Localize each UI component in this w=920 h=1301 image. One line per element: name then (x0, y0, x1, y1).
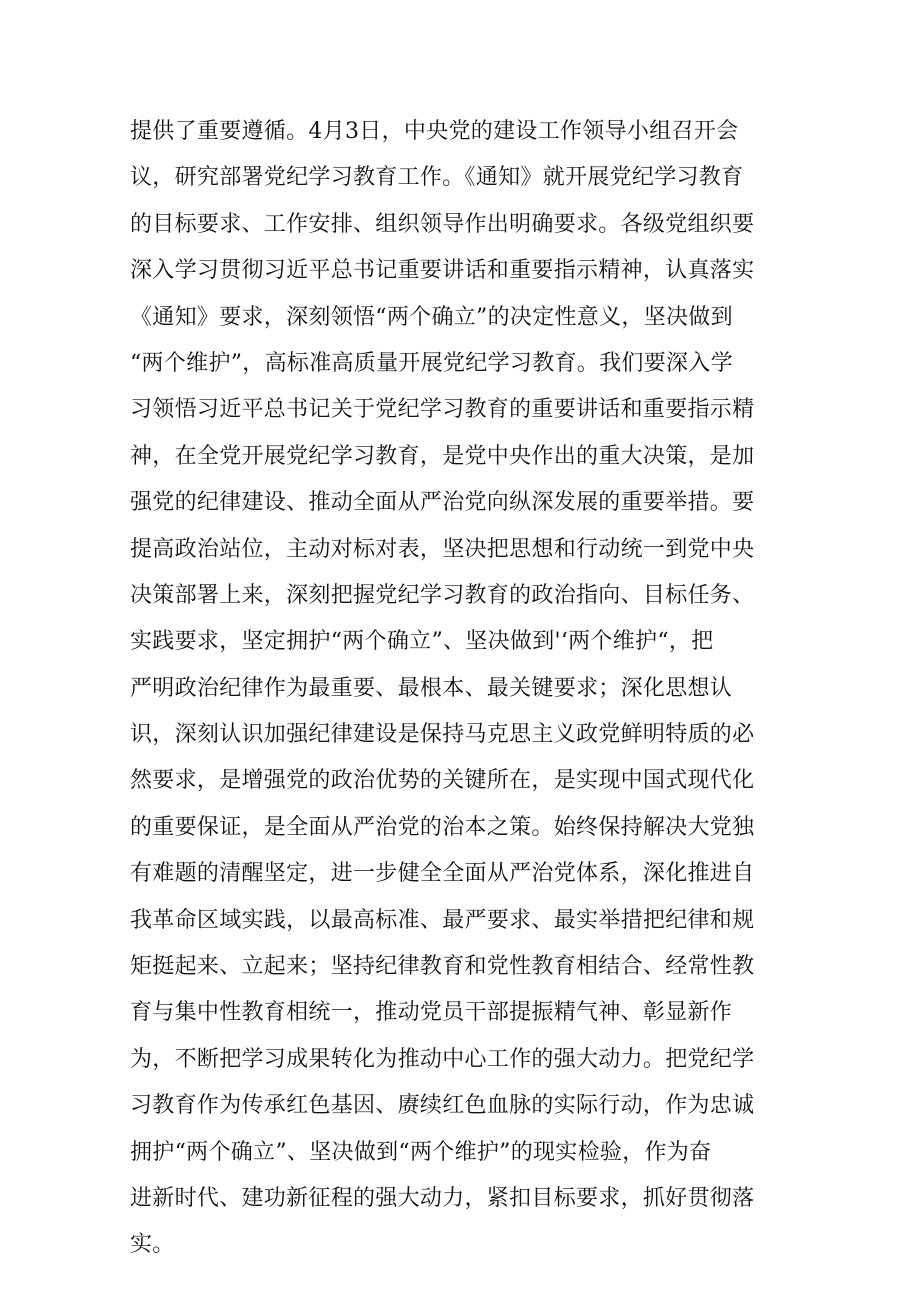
paragraph-line: 《通知》要求，深刻领悟“两个确立”的决定性意义，坚决做到 (130, 304, 733, 330)
paragraph-line: 我革命区域实践，以最高标准、最严要求、最实举措把纪律和规 (130, 907, 755, 933)
paragraph-line: 议，研究部署党纪学习教育工作。《通知》就开展党纪学习教育 (130, 165, 744, 191)
paragraph-line: 进新时代、建功新征程的强大动力，紧扣目标要求，抓好贯彻落 (130, 1185, 755, 1211)
paragraph-line: “两个维护”，高标准高质量开展党纪学习教育。我们要深入学 (130, 350, 733, 376)
paragraph-line: 育与集中性教育相统一，推动党员干部提振精气神、彰显新作 (130, 1000, 733, 1026)
paragraph-line: 矩挺起来、立起来；坚持纪律教育和党性教育相结合、经常性教 (130, 954, 755, 980)
paragraph-line: 实践要求，坚定拥护“两个确立”、坚决做到'‘两个维护“，把 (130, 629, 714, 655)
paragraph-line: 实。 (130, 1232, 175, 1258)
body-paragraph (130, 117, 800, 1277)
paragraph-line: 识，深刻认识加强纪律建设是保持马克思主义政党鲜明特质的必 (130, 722, 755, 748)
paragraph-line: 强党的纪律建设、推动全面从严治党向纵深发展的重要举措。要 (130, 490, 755, 516)
paragraph-line: 提高政治站位，主动对标对表，坚决把思想和行动统一到党中央 (130, 536, 755, 562)
paragraph-line: 的重要保证，是全面从严治党的治本之策。始终保持解决大党独 (130, 814, 755, 840)
paragraph-line: 的目标要求、工作安排、组织领导作出明确要求。各级党组织要 (130, 211, 755, 237)
paragraph-line: 神，在全党开展党纪学习教育，是党中央作出的重大决策，是加 (130, 443, 755, 469)
paragraph-line: 决策部署上来，深刻把握党纪学习教育的政治指向、目标任务、 (130, 582, 755, 608)
paragraph-line: 有难题的清醒坚定，进一步健全全面从严治党体系，深化推进自 (130, 861, 755, 887)
paragraph-line: 拥护“两个确立”、坚决做到“两个维护”的现实检验，作为奋 (130, 1139, 712, 1165)
paragraph-line: 为，不断把学习成果转化为推动中心工作的强大动力。把党纪学 (130, 1046, 755, 1072)
paragraph-line: 然要求，是增强党的政治优势的关键所在，是实现中国式现代化 (130, 768, 755, 794)
paragraph-line: 习教育作为传承红色基因、赓续红色血脉的实际行动，作为忠诚 (130, 1093, 755, 1119)
paragraph-line: 深入学习贯彻习近平总书记重要讲话和重要指示精神，认真落实 (130, 258, 755, 284)
paragraph-line: 习领悟习近平总书记关于党纪学习教育的重要讲话和重要指示精 (130, 397, 755, 423)
paragraph-line: 提供了重要遵循。4月3日，中央党的建设工作领导小组召开会 (130, 119, 739, 144)
paragraph-line: 严明政治纪律作为最重要、最根本、最关键要求；深化思想认 (130, 675, 733, 701)
